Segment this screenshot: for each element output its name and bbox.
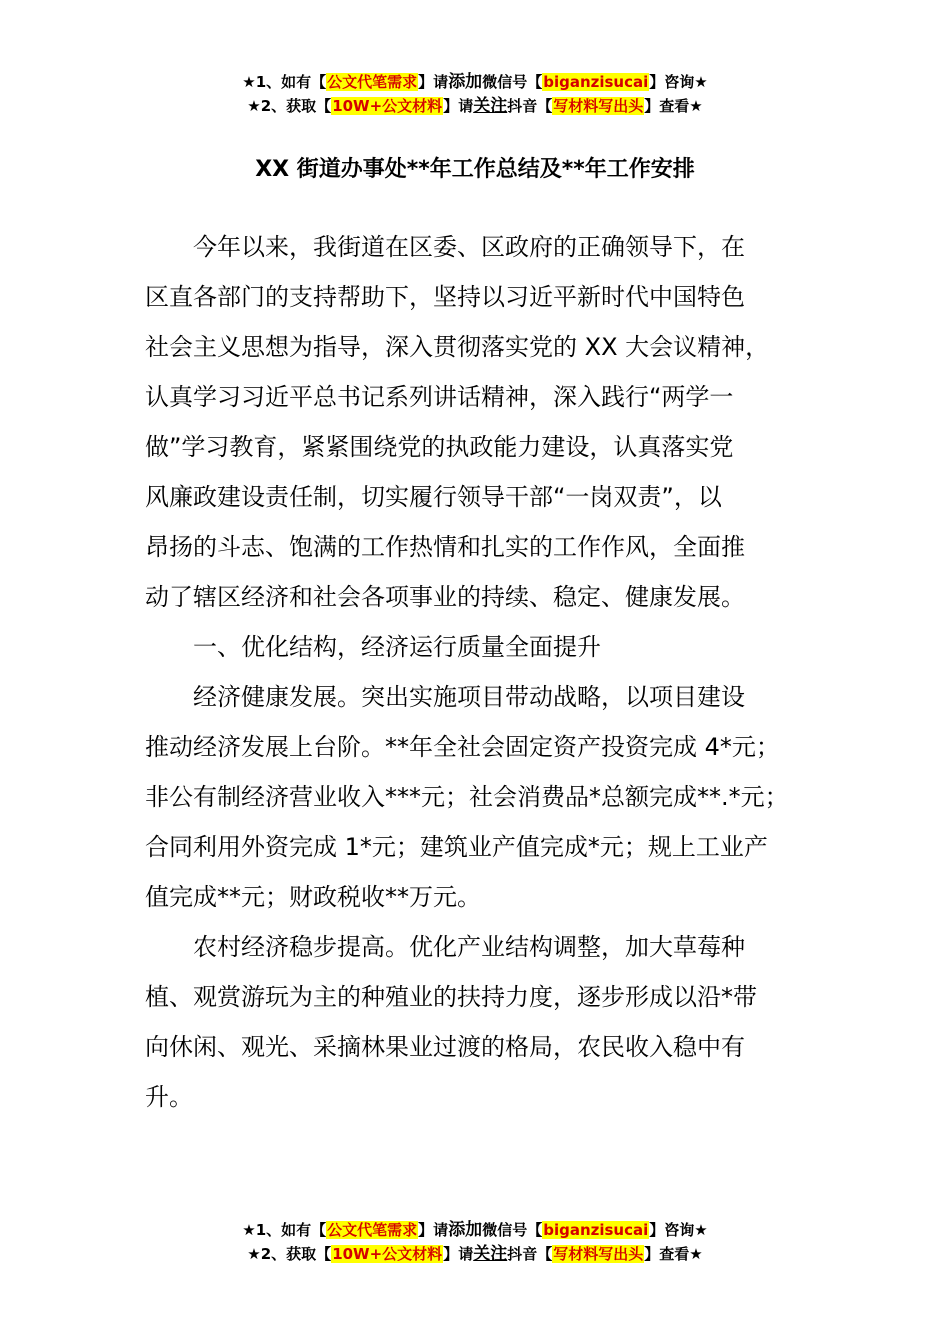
body-line: 合同利用外资完成 1*元；建筑业产值完成*元；规上工业产 <box>145 833 768 861</box>
banner-line-1 <box>0 70 950 94</box>
body-line: 向休闲、观光、采摘林果业过渡的格局，农民收入稳中有 <box>145 1033 745 1061</box>
banner-text: 】查看★ <box>644 97 703 115</box>
highlight-service: 公文代笔需求 <box>327 73 418 91</box>
body-line: 值完成**元；财政税收**万元。 <box>145 883 481 911</box>
body-line: 动了辖区经济和社会各项事业的持续、稳定、健康发展。 <box>145 583 745 611</box>
banner-text: 】请 <box>443 97 474 115</box>
body-line: 社会主义思想为指导，深入贯彻落实党的 XX 大会议精神， <box>145 333 770 361</box>
highlight-materials: 10W+公文材料 <box>332 97 443 115</box>
banner-text: ★1、如有【 <box>242 73 327 91</box>
banner-emphasis: 关注 <box>473 1244 508 1264</box>
section-heading: 一、优化结构，经济运行质量全面提升 <box>193 633 601 661</box>
banner-text: ★2、获取【 <box>247 97 332 115</box>
body-line: 认真学习习近平总书记系列讲话精神，深入践行“两学一 <box>145 383 734 411</box>
banner-text: 】请 <box>418 1221 449 1239</box>
banner-text: 】咨询★ <box>649 1221 708 1239</box>
banner-text: 】查看★ <box>644 1245 703 1263</box>
body-line: 推动经济发展上台阶。**年全社会固定资产投资完成 4*元； <box>145 733 780 761</box>
body-line: 经济健康发展。突出实施项目带动战略，以项目建设 <box>193 683 745 711</box>
highlight-materials: 10W+公文材料 <box>332 1245 443 1263</box>
body-line: 非公有制经济营业收入***元；社会消费品*总额完成**.*元； <box>145 783 789 811</box>
document-body <box>145 222 845 1122</box>
body-line: 区直各部门的支持帮助下，坚持以习近平新时代中国特色 <box>145 283 745 311</box>
body-line: 昂扬的斗志、饱满的工作热情和扎实的工作作风，全面推 <box>145 533 745 561</box>
banner-text: 抖音【 <box>507 97 553 115</box>
body-line: 风廉政建设责任制，切实履行领导干部“一岗双责”，以 <box>145 483 722 511</box>
body-line: 今年以来，我街道在区委、区政府的正确领导下，在 <box>193 233 745 261</box>
header-banner <box>0 70 950 118</box>
banner-line-2 <box>0 94 950 118</box>
highlight-douyin-id: 写材料写出头 <box>553 1245 644 1263</box>
body-line: 植、观赏游玩为主的种殖业的扶持力度，逐步形成以沿*带 <box>145 983 757 1011</box>
banner-text: 抖音【 <box>507 1245 553 1263</box>
banner-text: 微信号【 <box>482 73 543 91</box>
banner-text: 】请 <box>443 1245 474 1263</box>
banner-text: ★2、获取【 <box>247 1245 332 1263</box>
highlight-wechat-id: biganzisucai <box>543 1221 649 1239</box>
banner-text: 】请 <box>418 73 449 91</box>
highlight-service: 公文代笔需求 <box>327 1221 418 1239</box>
banner-line-1 <box>0 1218 950 1242</box>
footer-banner <box>0 1218 950 1266</box>
banner-emphasis: 关注 <box>473 96 508 116</box>
highlight-douyin-id: 写材料写出头 <box>553 97 644 115</box>
banner-emphasis: 添加 <box>448 72 483 92</box>
body-line: 做”学习教育，紧紧围绕党的执政能力建设，认真落实党 <box>145 433 734 461</box>
body-line: 农村经济稳步提高。优化产业结构调整，加大草莓种 <box>193 933 745 961</box>
banner-text: 微信号【 <box>482 1221 543 1239</box>
document-title: XX 街道办事处**年工作总结及**年工作安排 <box>255 157 695 182</box>
banner-text: 】咨询★ <box>649 73 708 91</box>
body-line: 升。 <box>145 1083 193 1111</box>
banner-text: ★1、如有【 <box>242 1221 327 1239</box>
banner-emphasis: 添加 <box>448 1220 483 1240</box>
highlight-wechat-id: biganzisucai <box>543 73 649 91</box>
banner-line-2 <box>0 1242 950 1266</box>
